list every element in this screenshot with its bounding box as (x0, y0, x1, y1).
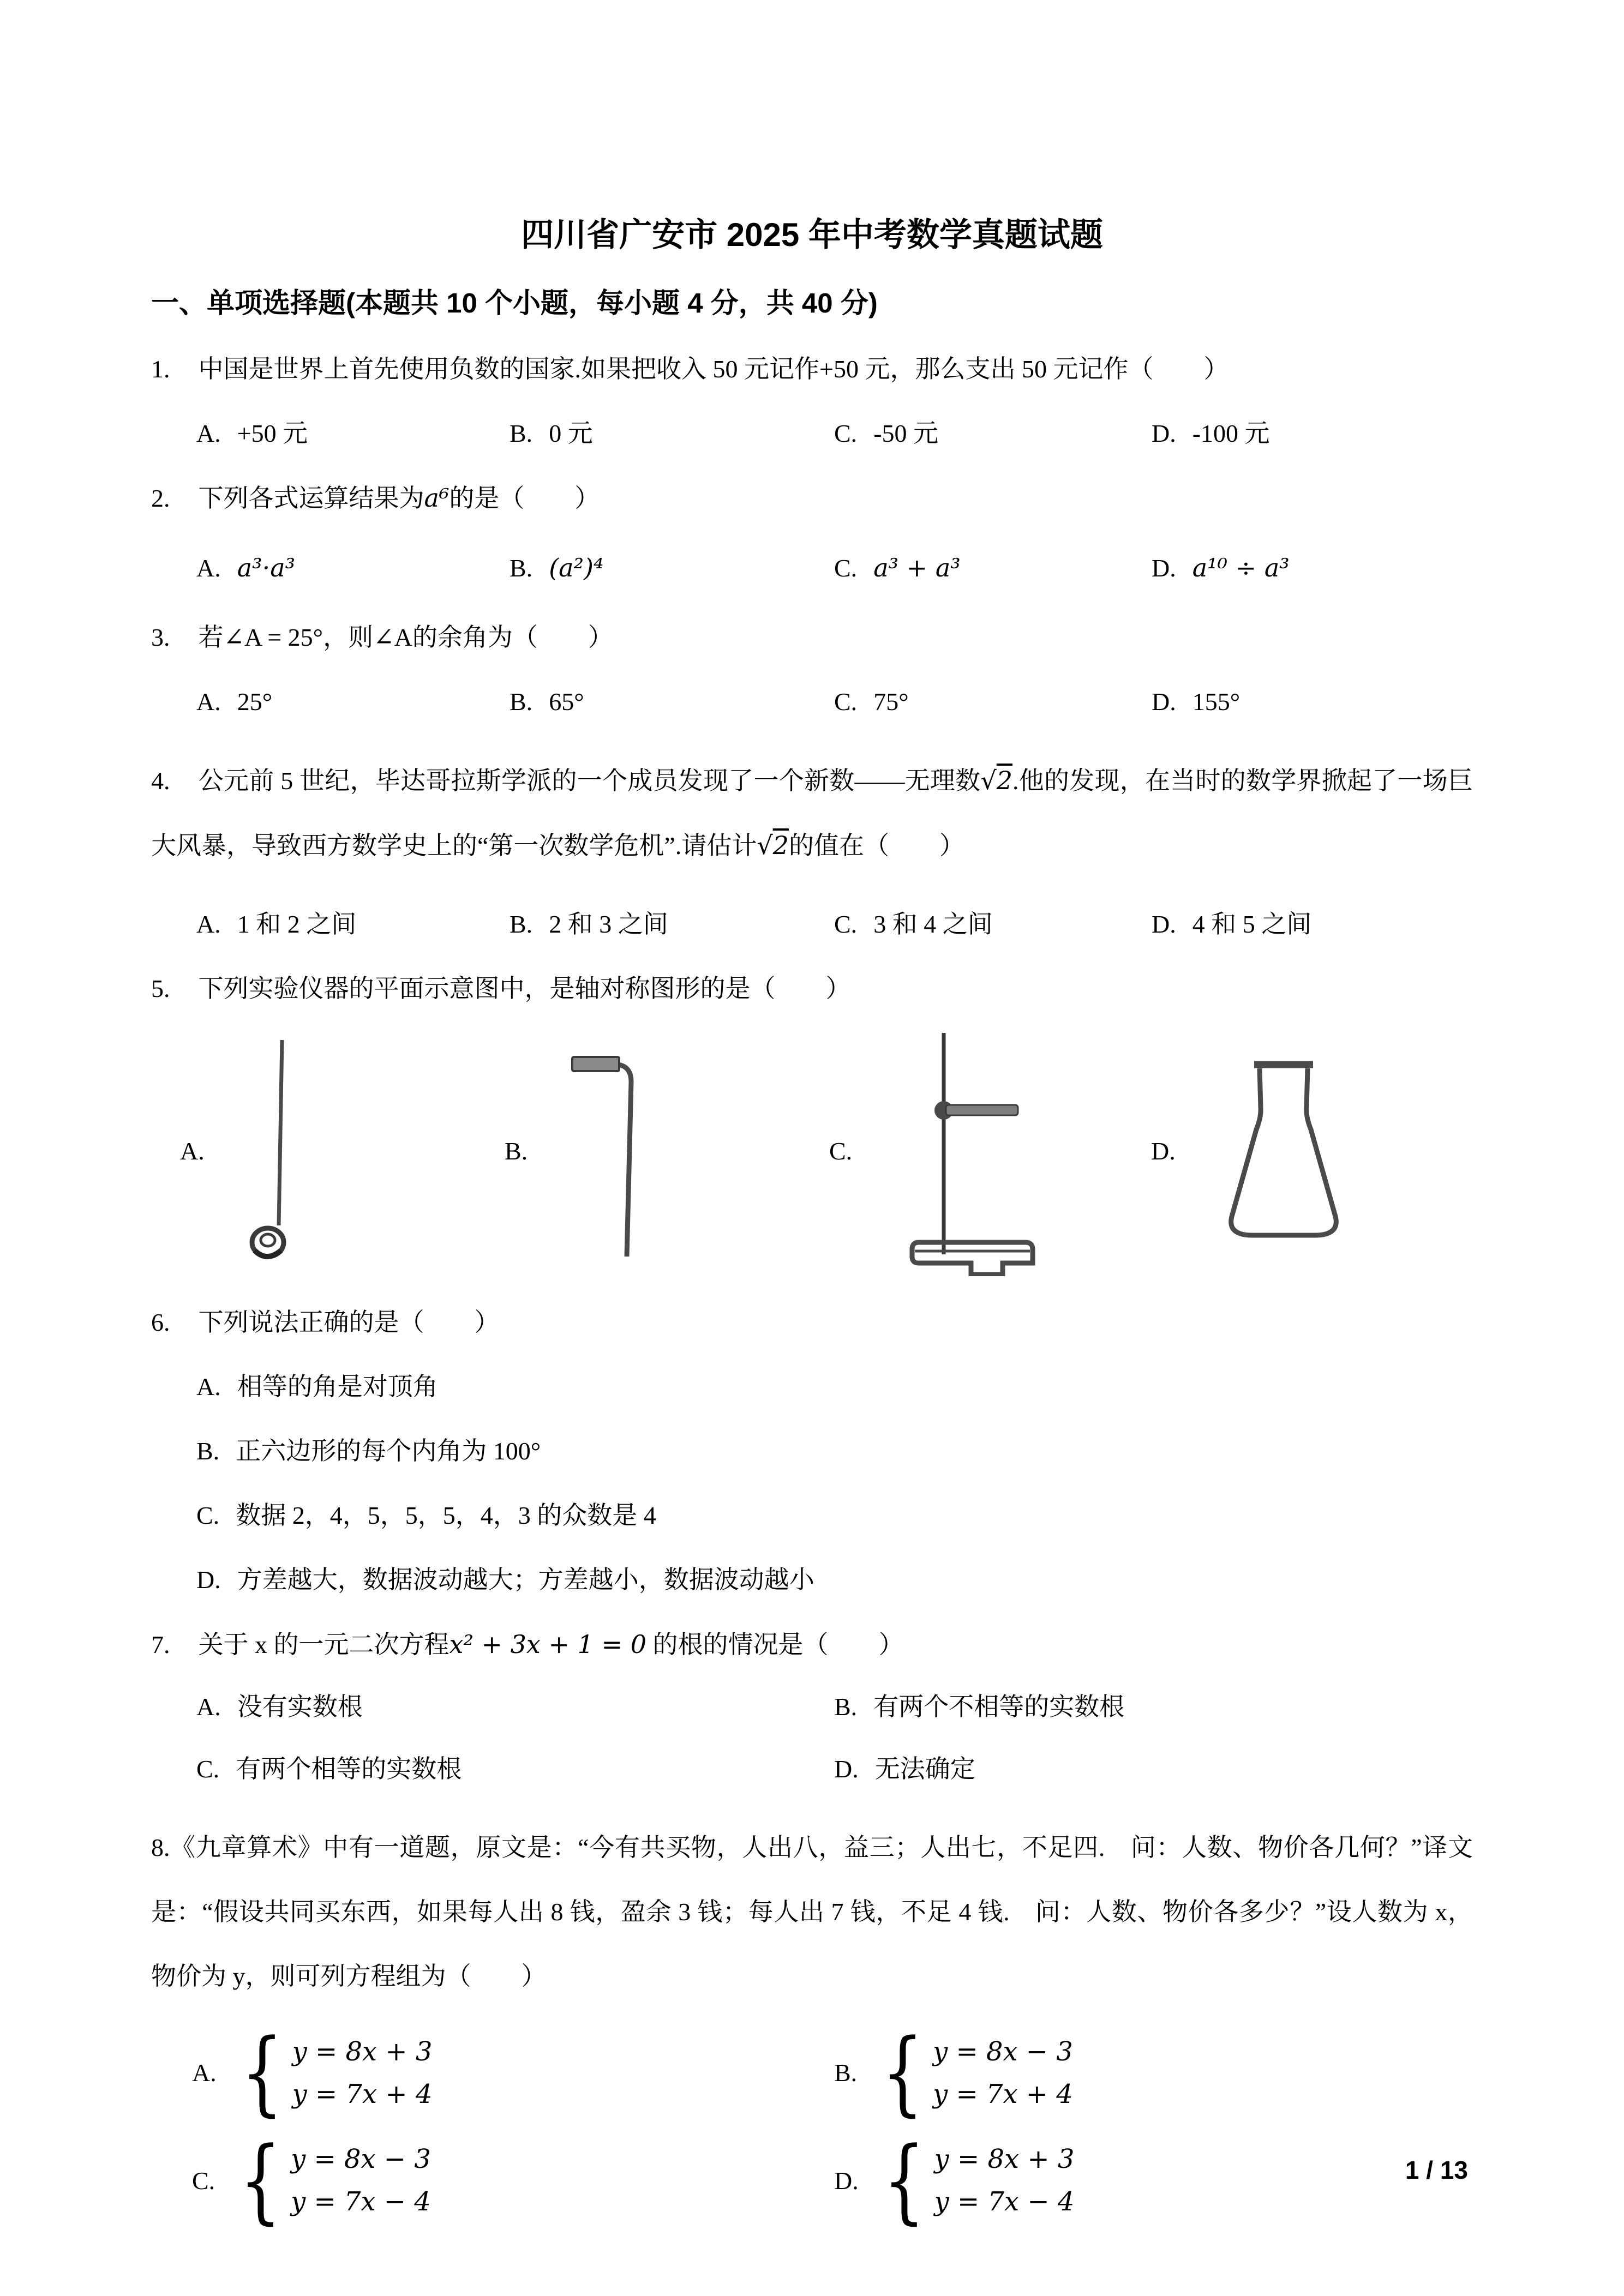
conical-flask-icon (1213, 1055, 1355, 1246)
option-label: A. (196, 1373, 221, 1401)
equation-line: y = 8x − 3 (291, 2144, 431, 2175)
option-b (510, 545, 834, 591)
option-b (510, 684, 834, 720)
option-label: D. (1152, 419, 1176, 447)
option-d (1152, 545, 1473, 591)
equation-line: y = 7x + 4 (292, 2078, 433, 2109)
option-label: D. (196, 1566, 221, 1594)
section-heading: 一、单项选择题(本题共 10 个小题，每小题 4 分，共 40 分) (151, 287, 878, 318)
question-4-options (151, 906, 1473, 942)
option-label: C. (834, 910, 858, 938)
option-text: 正六边形的每个内角为 100° (236, 1437, 541, 1465)
option-text: a¹⁰ ÷ a³ (1192, 553, 1290, 582)
question-1-options (151, 416, 1473, 452)
question-4 (151, 748, 1473, 878)
sqrt-radicand: 2 (996, 766, 1013, 795)
sqrt-sign: √ (757, 831, 773, 860)
option-a (196, 1689, 834, 1725)
question-text: 公元前 5 世纪，毕达哥拉斯学派的一个成员发现了一个新数——无理数 (198, 767, 981, 795)
equation-system (873, 2019, 1073, 2126)
option-text: 无法确定 (874, 1755, 975, 1783)
question-8-options-row-1 (151, 2019, 1473, 2126)
question-7 (151, 1626, 1473, 1663)
brace: { (883, 2126, 925, 2234)
option-label: C. (192, 2166, 215, 2195)
option-d (1152, 684, 1473, 720)
equation-system (231, 2126, 431, 2234)
option-text: 25° (237, 688, 273, 716)
option-d (196, 1562, 1473, 1598)
question-7-options-row-2 (151, 1751, 1473, 1787)
option-label: A. (196, 910, 221, 938)
option-text: -50 元 (873, 419, 939, 447)
option-label: B. (510, 554, 533, 582)
option-text: a³·a³ (237, 553, 296, 582)
option-label: D. (834, 2166, 859, 2195)
option-label: A. (196, 554, 221, 582)
option-text: 3 和 4 之间 (873, 910, 993, 938)
figure-b (505, 1036, 829, 1265)
option-text: (a²)⁴ (549, 553, 604, 582)
option-b (510, 906, 834, 942)
option-label: C. (196, 1501, 220, 1529)
equation-line: y = 8x − 3 (933, 2036, 1073, 2067)
option-a (196, 416, 510, 452)
question-text: .他的发现，在当时的数学界掀起了一场巨大风暴，导致西方数学史上的“第一次数学危机”.请估计 (151, 767, 1473, 860)
sqrt-radicand: 2 (772, 831, 789, 860)
option-label: B. (510, 910, 533, 938)
figure-label: A. (180, 1137, 205, 1165)
option-label: B. (834, 1693, 858, 1721)
equation-system (875, 2126, 1075, 2234)
sqrt-radical (980, 766, 1012, 795)
sqrt-sign: √ (980, 766, 997, 795)
question-2 (151, 480, 1473, 516)
option-label: D. (1152, 688, 1176, 716)
option-c (196, 1751, 834, 1787)
option-text: -100 元 (1192, 419, 1270, 447)
brace: { (882, 2019, 924, 2126)
equation-line: y = 7x − 4 (934, 2186, 1075, 2217)
sqrt-radical (757, 831, 789, 860)
iron-stand-icon (889, 1025, 1058, 1276)
figure-a (180, 1033, 505, 1268)
question-text: 的值在（ ） (788, 832, 964, 860)
option-text: 155° (1192, 688, 1241, 716)
question-5 (151, 971, 1473, 1007)
option-label: C. (834, 688, 858, 716)
equation-line: y = 7x − 4 (291, 2186, 431, 2217)
bent-glass-rod-icon (565, 1036, 657, 1265)
option-a (196, 545, 510, 591)
option-label: A. (196, 688, 221, 716)
option-text: 数据 2，4，5，5，5，4，3 的众数是 4 (236, 1501, 656, 1529)
option-label: B. (834, 2059, 858, 2087)
question-text: 下列各式运算结果为 (198, 484, 424, 512)
question-5-figures (151, 1025, 1473, 1276)
option-c (834, 416, 1152, 452)
option-text: 有两个不相等的实数根 (873, 1693, 1125, 1721)
option-text: 相等的角是对顶角 (237, 1373, 438, 1401)
question-number: 7. (151, 1631, 170, 1658)
option-b (510, 416, 834, 452)
option-text: a³ + a³ (873, 553, 961, 582)
option-label: D. (834, 1755, 859, 1783)
option-a (192, 2019, 834, 2126)
option-label: B. (196, 1437, 220, 1465)
math-expression: a⁶ (424, 483, 450, 513)
question-text: 《九章算术》中有一道题，原文是：“今有共买物，人出八，益三；人出七，不足四. 问：人数、物价各几何？”译文是：“假设共同买东西，如果每人出 8 钱，盈余 3 钱；每人出 7 钱，不足 4 钱. 问：人数、物价各多少？”设人数为 x，物价为 y，则可列方程组为（ ） (151, 1834, 1473, 1990)
equation-line: y = 7x + 4 (933, 2078, 1073, 2109)
combustion-spoon-icon (242, 1033, 307, 1268)
option-text: 没有实数根 (237, 1693, 363, 1721)
option-label: D. (1152, 554, 1176, 582)
figure-d (1151, 1055, 1473, 1246)
option-c (834, 545, 1152, 591)
option-label: A. (196, 1693, 221, 1721)
option-d (1152, 416, 1473, 452)
equation-system (233, 2019, 433, 2126)
question-3-options (151, 684, 1473, 720)
option-b (834, 1689, 1473, 1725)
question-text: 下列说法正确的是（ ） (198, 1308, 500, 1336)
question-7-options-row-1 (151, 1689, 1473, 1725)
question-text: 下列实验仪器的平面示意图中，是轴对称图形的是（ ） (198, 975, 851, 1002)
option-label: A. (192, 2059, 217, 2087)
option-label: C. (196, 1755, 220, 1783)
option-label: D. (1152, 910, 1176, 938)
question-number: 2. (151, 484, 170, 512)
question-number: 6. (151, 1308, 170, 1336)
option-text: 0 元 (549, 419, 593, 447)
option-text: 1 和 2 之间 (237, 910, 357, 938)
option-text: 65° (549, 688, 584, 716)
question-number: 8. (151, 1834, 170, 1861)
question-3 (151, 620, 1473, 656)
option-label: C. (834, 419, 858, 447)
math-expression: x² + 3x + 1 = 0 (449, 1630, 646, 1659)
figure-label: D. (1151, 1137, 1176, 1165)
option-text: 2 和 3 之间 (549, 910, 668, 938)
figure-c (829, 1025, 1151, 1276)
question-8-options-row-2 (151, 2126, 1473, 2234)
question-number: 1. (151, 355, 170, 383)
option-label: B. (510, 419, 533, 447)
question-6 (151, 1305, 1473, 1341)
equation-line: y = 8x + 3 (934, 2144, 1075, 2175)
figure-label: B. (505, 1137, 528, 1165)
option-label: A. (196, 419, 221, 447)
option-c (192, 2126, 834, 2234)
page-title: 四川省广安市 2025 年中考数学真题试题 (521, 217, 1103, 253)
equation-line: y = 8x + 3 (292, 2036, 433, 2067)
option-text: +50 元 (237, 419, 308, 447)
brace: { (241, 2019, 283, 2126)
question-text: 关于 x 的一元二次方程 (198, 1631, 450, 1658)
question-2-options (151, 545, 1473, 591)
page-number: 1 / 13 (1405, 2156, 1468, 2184)
question-text: 中国是世界上首先使用负数的国家.如果把收入 50 元记作+50 元，那么支出 50 元记作（ ） (198, 355, 1229, 383)
question-1 (151, 351, 1473, 387)
option-text: 75° (873, 688, 909, 716)
question-6-options (151, 1369, 1473, 1598)
question-number: 4. (151, 767, 170, 795)
question-text: 的根的情况是（ ） (646, 1631, 904, 1658)
question-8 (151, 1816, 1473, 2009)
question-number: 3. (151, 623, 170, 651)
question-text: 若∠A = 25°，则∠A的余角为（ ） (198, 623, 613, 651)
option-c (834, 906, 1152, 942)
figure-label: C. (829, 1137, 853, 1165)
option-b (834, 2019, 1473, 2126)
option-text: 4 和 5 之间 (1192, 910, 1312, 938)
question-text: 的是（ ） (449, 484, 600, 512)
option-a (196, 906, 510, 942)
option-text: 方差越大，数据波动越大；方差越小，数据波动越小 (237, 1566, 814, 1594)
option-label: C. (834, 554, 858, 582)
option-text: 有两个相等的实数根 (236, 1755, 462, 1783)
option-a (196, 684, 510, 720)
option-c (196, 1498, 1473, 1534)
brace: { (239, 2126, 282, 2234)
option-c (834, 684, 1152, 720)
option-label: B. (510, 688, 533, 716)
option-b (196, 1433, 1473, 1469)
option-d (834, 1751, 1473, 1787)
question-number: 5. (151, 975, 170, 1002)
option-d (834, 2126, 1473, 2234)
option-d (1152, 906, 1473, 942)
option-a (196, 1369, 1473, 1405)
